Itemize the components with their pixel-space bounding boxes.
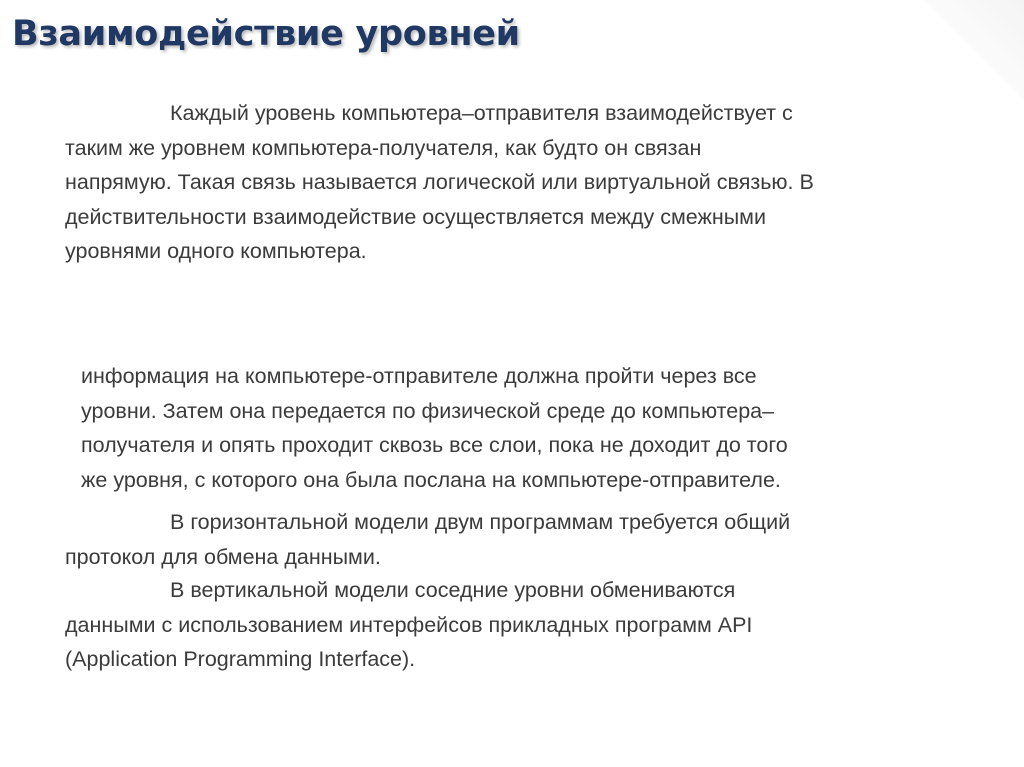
- text-line: таким же уровнем компьютера-получателя, как будто он связан: [65, 135, 702, 160]
- text-line: Каждый уровень компьютера–отправителя взаимодействует с: [170, 101, 793, 125]
- text-line: данными с использованием интерфейсов прикладных программ API: [65, 612, 753, 637]
- text-line: действительности взаимодействие осуществляется между смежными: [65, 204, 766, 229]
- text-line: информация на компьютере-отправителе должна пройти через все: [81, 364, 757, 388]
- text-line: уровни. Затем она передается по физической среде до компьютера–: [81, 398, 775, 423]
- page-corner-decoration: [904, 0, 1024, 100]
- text-line: получателя и опять проходит сквозь все слои, пока не доходит до того: [81, 433, 788, 457]
- text-line: же уровня, с которого она была послана на компьютере-отправителе.: [81, 467, 781, 492]
- paragraph-horizontal-model: [65, 505, 965, 574]
- text-line: уровнями одного компьютера.: [65, 239, 367, 263]
- text-line: (Application Programming Interface).: [65, 647, 416, 671]
- text-line: В горизонтальной модели двум программам требуется общий: [170, 510, 791, 534]
- text-line: напрямую. Такая связь называется логической или виртуальной связью. В: [65, 170, 814, 194]
- paragraph-information-path: [81, 359, 981, 497]
- text-line: протокол для обмена данными.: [65, 544, 381, 569]
- text-line: В вертикальной модели соседние уровни обмениваются: [170, 578, 736, 602]
- paragraph-levels-interaction: [65, 96, 965, 269]
- paragraph-vertical-model: [65, 573, 965, 677]
- slide-title: Взаимодействие уровней: [12, 14, 520, 54]
